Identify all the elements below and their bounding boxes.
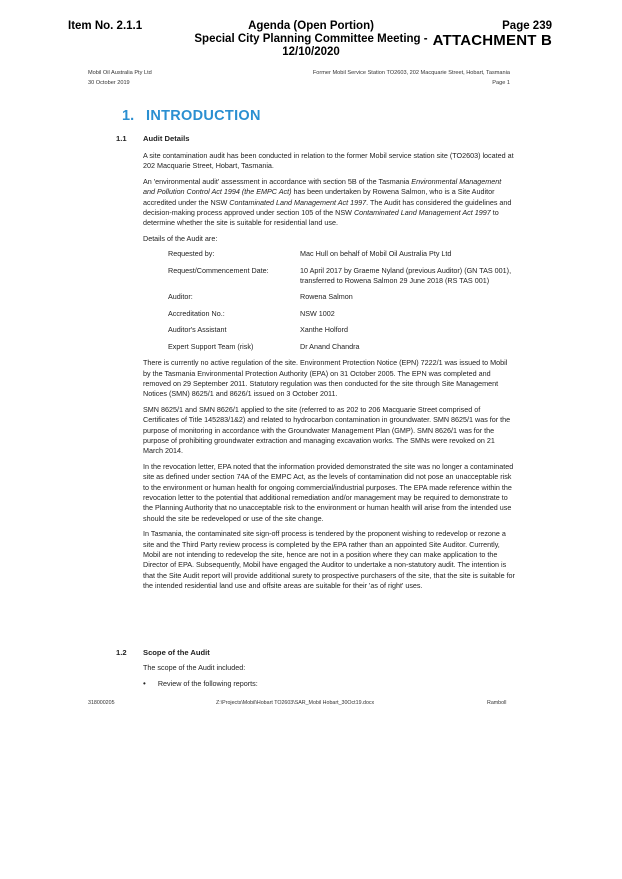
text-run: An 'environmental audit' assessment in accordance with section 5B of the Tasmania: [143, 176, 412, 186]
table-row: [168, 266, 512, 293]
footer-brand: Ramboll: [487, 700, 507, 706]
table-row: [168, 325, 512, 341]
footer-file-path: Z:\Projects\Mobil\Hobart TO2603\SAR_Mobil Hobart_30Oct19.docx: [216, 700, 375, 706]
row-value: Rowena Salmon: [300, 292, 353, 302]
doc-page: Page 1: [492, 80, 510, 86]
row-label: Requested by:: [168, 249, 215, 259]
act-citation: Contaminated Land Management Act 1997: [229, 197, 367, 207]
subsection-number-1-1: 1.1: [116, 134, 127, 143]
row-value: 10 April 2017 by Graeme Nyland (previous Auditor) (GN TAS 001), transferred to Rowena Salmon 29 June 2018 (RS TAS 001): [300, 265, 512, 286]
text-run: has been undertaken by Rowena Salmon, who is a Site Auditor accredited under the NSW: [143, 187, 495, 207]
row-label: Auditor's Assistant: [168, 325, 227, 335]
paragraph: SMN 8625/1 and SMN 8626/1 applied to the site (referred to as 202 to 206 Macquarie Street comprised of Certificates of Title 145283/1&2) and related to hydrocarbon contamination in groundwater. SMN 8625/1 was for the purpose of monitoring in accordance with the Groundwater Management Plan (GMP). SMN 8626/1 was for the purpose of prohibiting groundwater extraction and managing excavation works. The SMNs were revoked on 21 March 2014.: [143, 404, 511, 456]
table-row: [168, 342, 512, 358]
footer-doc-number: 318000205: [88, 700, 115, 706]
table-row: [168, 292, 512, 308]
act-citation: Contaminated Land Management Act 1997: [353, 208, 491, 218]
bullet-text: Review of the following reports:: [157, 679, 258, 688]
paragraph: In the revocation letter, EPA noted that the information provided demonstrated the site was no longer a contaminated site as defined under section 74A of the EMPC Act, as the levels of contamination did not pose an unacceptable risk to the environment or human health for ongoing commercial/industrial purposes. The EPA made reference within the revocation letter to the potential that additional remediation and/or management may be required to demonstrate to the Planning Authority that no unacceptable risk to the environment or human health will arise from the intended use should the site be redeveloped or use of the site change.: [143, 461, 514, 523]
subsection-title-audit-details: Audit Details: [143, 134, 190, 143]
row-label: Auditor:: [168, 292, 193, 302]
doc-date: 30 October 2019: [88, 80, 130, 86]
scope-intro: The scope of the Audit included:: [143, 663, 246, 672]
table-row: [168, 249, 512, 265]
details-intro: Details of the Audit are:: [143, 233, 218, 243]
paragraph: There is currently no active regulation of the site. Environment Protection Notice (EPN) 7222/1 was issued to Mobil by the Tasmania Environmental Protection Authority (EPA) on 31 October 2005. The EPN was completed and removed on 29 September 2011. Statutory regulation was then conducted for the site through Site Management Notices (SMN) 8625/1 and 8626/1 issued on 3 October 2011.: [143, 358, 508, 399]
agenda-title: [180, 20, 442, 59]
paragraph: In Tasmania, the contaminated site sign-off process is tendered by the proponent wishing to redevelop or rezone a site and the Third Party review process is completed by the EPA rather than an appointed Site Auditor. Currently, Mobil are not intending to redevelop the site, hence are not in a position where they can make application to the Director of EPA. Subsequently, Mobil have engaged the Auditor to undertake a non-statutory audit. The intention is that the Site Audit report will provide additional surety to prospective purchasers of the site, that the site is suitable for the intended residential land use and offsite areas are suitable for their 'as of right' uses.: [143, 529, 515, 591]
subsection-title-scope: Scope of the Audit: [143, 648, 210, 657]
row-label: Request/Commencement Date:: [168, 265, 269, 275]
scope-bullet: [143, 679, 515, 689]
doc-company: Mobil Oil Australia Pty Ltd: [88, 70, 152, 76]
row-value: Dr Anand Chandra: [300, 341, 360, 351]
text-run: . The Audit has considered the guidelines and decision-making process approved under section 105 of the NSW: [143, 197, 512, 218]
subsection-number-1-2: 1.2: [116, 648, 127, 657]
row-label: Expert Support Team (risk): [168, 341, 254, 351]
audit-details-body: [143, 151, 515, 597]
row-label: Accreditation No.:: [168, 308, 225, 318]
agenda-page-block: [433, 20, 552, 49]
audit-details-table: [168, 249, 512, 358]
act-citation: Environmental Management and Pollution Control Act 1994 (the EMPC Act): [143, 176, 502, 197]
attachment-label: ATTACHMENT B: [432, 32, 552, 49]
item-number: Item No. 2.1.1: [68, 20, 143, 32]
section-title: INTRODUCTION: [146, 108, 261, 124]
paragraph: A site contamination audit has been conducted in relation to the former Mobil service station site (TO2603) located at 202 Macquarie Street, Hobart, Tasmania.: [143, 151, 514, 171]
section-number: 1.: [122, 108, 135, 124]
agenda-page-number: Page 239: [502, 20, 552, 32]
doc-site: Former Mobil Service Station TO2603, 202 Macquarie Street, Hobart, Tasmania: [312, 70, 510, 76]
row-value: Mac Hull on behalf of Mobil Oil Australia Pty Ltd: [300, 249, 452, 259]
bullet-icon: •: [143, 679, 146, 688]
agenda-title-line1: Agenda (Open Portion): [248, 20, 374, 32]
text-run: to determine whether the site is suitable for residential land use.: [143, 208, 499, 228]
doc-header-right: [313, 68, 510, 88]
paragraph: [143, 177, 515, 229]
row-value: NSW 1002: [300, 308, 335, 318]
row-value: Xanthe Holford: [300, 325, 348, 335]
doc-header-left: [88, 68, 152, 88]
table-row: [168, 309, 512, 325]
agenda-title-line2: Special City Planning Committee Meeting - 12/10/2020: [194, 33, 428, 58]
